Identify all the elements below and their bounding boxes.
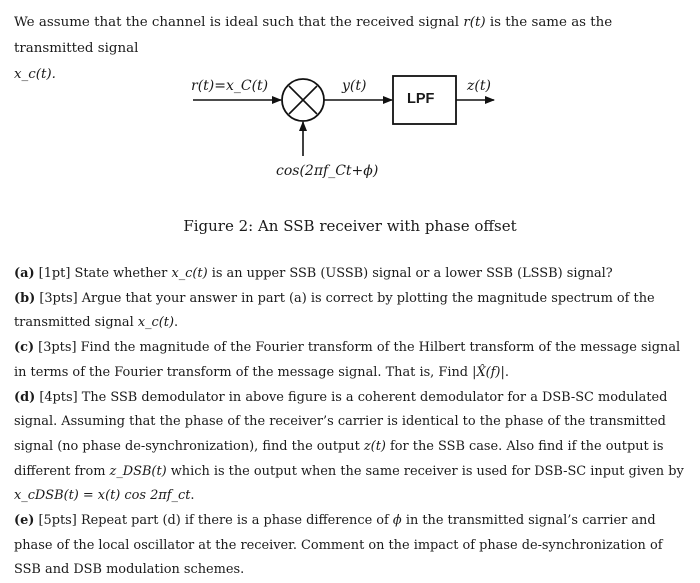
output-signal-label: z(t): [467, 78, 491, 94]
part-label: (a): [14, 266, 35, 281]
oscillator-label: cos(2πf_Ct+ϕ): [276, 163, 379, 179]
part-text: in the transmitted signal’s carrier and phase of the local oscillator at the receiver. Comment on the impact of phase de-synchronization of SSB and DSB modulation schemes.: [14, 513, 663, 578]
intro-mid: is the same as the transmitted signal: [14, 15, 613, 56]
part-text: The SSB demodulator in above figure is a coherent demodulator for a DSB-SC modulated signal. Assuming that the phase of the receiver’s carrier is identical to the phase of the transmitted signal (no phase de-synchronization), find the output: [14, 389, 668, 454]
part-points: [1pt]: [38, 266, 71, 281]
math-expression: x_cDSB(t) = x(t) cos 2πf_ct: [14, 488, 191, 504]
part-text: Repeat part (d) if there is a phase difference of: [80, 513, 393, 529]
math-expression: x_c(t): [137, 315, 175, 331]
math-expression: x_c(t): [171, 266, 208, 281]
part-points: [4pts]: [39, 389, 78, 405]
mixer-output-label: y(t): [342, 78, 367, 94]
part-points: [3pts]: [39, 290, 78, 306]
question-part: [14, 336, 686, 385]
part-text: for the SSB case. Also find if the output is different from: [14, 438, 664, 479]
math-expression: z(t): [363, 438, 386, 454]
part-text: .: [190, 488, 195, 504]
intro-symbol-xc: x_c(t).: [14, 67, 56, 82]
question-part: [14, 287, 686, 336]
math-expression: z_DSB(t): [109, 463, 167, 479]
part-label: (b): [14, 290, 36, 306]
receiver-block-diagram: [0, 70, 700, 190]
part-points: [5pts]: [38, 513, 77, 529]
part-text: .: [504, 364, 509, 380]
question-part: [14, 509, 686, 583]
part-text: State whether: [74, 266, 172, 281]
part-label: (e): [14, 513, 35, 529]
part-text: is an upper SSB (USSB) signal or a lower SSB (LSSB) signal?: [207, 266, 613, 281]
intro-symbol-r: r(t): [463, 15, 486, 30]
part-text: Find the magnitude of the Fourier transform of the Hilbert transform of the message signal in terms of the Fourier transform of the message signal. That is, Find: [14, 340, 681, 380]
part-text: .: [174, 315, 179, 331]
math-expression: ϕ: [392, 513, 402, 529]
question-part: [14, 262, 686, 287]
part-label: (c): [14, 340, 35, 356]
part-text: Argue that your answer in part (a) is correct by plotting the magnitude spectrum of the transmitted signal: [14, 290, 655, 331]
part-label: (d): [14, 389, 36, 405]
question-parts: [14, 262, 686, 583]
question-part: [14, 386, 686, 510]
figure-caption: Figure 2: An SSB receiver with phase offset: [183, 217, 517, 235]
lpf-label: LPF: [407, 91, 435, 107]
math-expression: |X̂(f)|: [472, 364, 505, 380]
intro-lead: We assume that the channel is ideal such that the received signal: [14, 15, 460, 30]
part-points: [3pts]: [38, 340, 77, 356]
part-text: which is the output when the same receiver is used for DSB-SC input given by: [166, 463, 684, 479]
input-signal-label: r(t)=x_C(t): [191, 78, 269, 94]
